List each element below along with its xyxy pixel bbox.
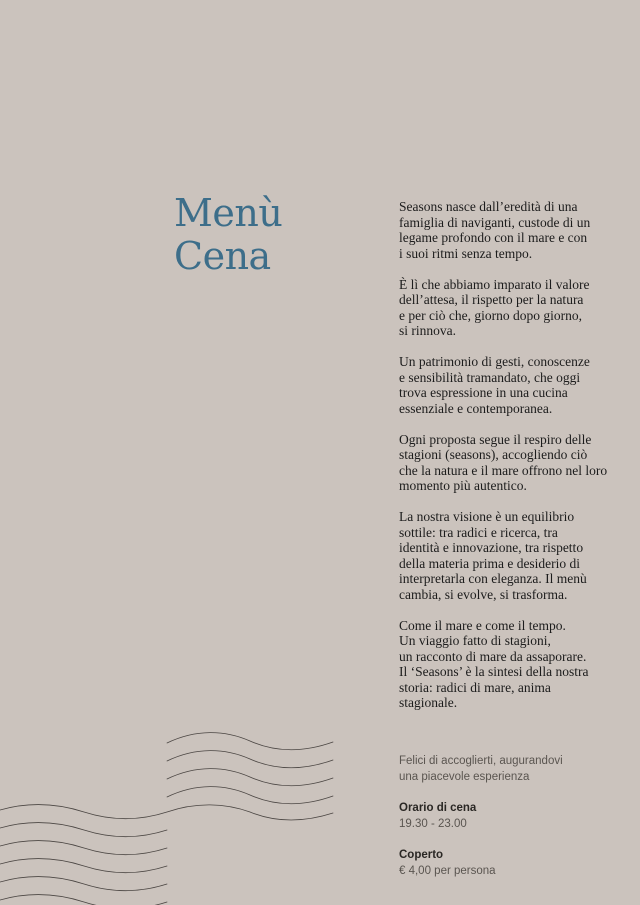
- wave-line: [0, 841, 167, 855]
- text-line: dell’attesa, il rispetto per la natura: [399, 292, 584, 307]
- text-line: interpretarla con eleganza. Il menù: [399, 571, 587, 586]
- welcome-text: [399, 754, 619, 785]
- wave-line: [0, 859, 167, 873]
- wave-line: [167, 733, 333, 750]
- text-line: Il ‘Seasons’ è la sintesi della nostra: [399, 664, 589, 679]
- dinner-hours: [399, 801, 619, 832]
- wave-line: [0, 877, 167, 891]
- intro-paragraph: [399, 354, 614, 416]
- hours-value: 19.30 - 23.00: [399, 817, 467, 830]
- text-line: sottile: tra radici e ricerca, tra: [399, 524, 558, 540]
- text-line: si rinnova.: [399, 323, 456, 338]
- cover-value: € 4,00 per persona: [399, 864, 496, 877]
- hours-label: Orario di cena: [399, 802, 477, 814]
- text-line: famiglia di naviganti, custode di un: [399, 214, 591, 230]
- cover-charge: [399, 848, 619, 879]
- text-line: i suoi ritmi senza tempo.: [399, 245, 533, 261]
- cover-label: Coperto: [399, 849, 444, 861]
- intro-paragraph: [399, 618, 614, 711]
- wave-line: [0, 895, 167, 905]
- text-line: legame profondo con il mare e con: [399, 230, 588, 245]
- wave-line: [167, 787, 333, 804]
- intro-paragraph: [399, 277, 614, 339]
- intro-paragraph: [399, 432, 614, 494]
- text-line: essenziale e contemporanea.: [399, 400, 553, 416]
- text-line: stagionale.: [399, 695, 458, 710]
- text-line: trova espressione in una cucina: [399, 385, 568, 400]
- page-title: [174, 192, 282, 278]
- title-line: Cena: [174, 234, 271, 278]
- text-line: della materia prima e desiderio di: [399, 555, 581, 571]
- text-line: cambia, si evolve, si trasforma.: [399, 586, 568, 602]
- title-line: Menù: [174, 191, 283, 235]
- text-line: una piacevole esperienza: [399, 770, 530, 783]
- text-line: Ogni proposta segue il respiro delle: [399, 431, 592, 447]
- intro-paragraph: [399, 509, 614, 602]
- text-line: momento più autentico.: [399, 478, 527, 493]
- wave-line: [167, 769, 333, 786]
- text-line: stagioni (seasons), accogliendo ciò: [399, 447, 588, 462]
- text-line: Come il mare e come il tempo.: [399, 617, 566, 633]
- text-line: È lì che abbiamo imparato il valore: [399, 276, 590, 292]
- text-line: e per ciò che, giorno dopo giorno,: [399, 307, 582, 323]
- text-line: Un viaggio fatto di stagioni,: [399, 633, 551, 648]
- wave-line: [167, 751, 333, 768]
- text-line: La nostra visione è un equilibrio: [399, 509, 575, 524]
- text-line: Felici di accoglierti, augurandovi: [399, 755, 563, 767]
- wave-line: [0, 805, 333, 820]
- text-line: identità e innovazione, tra rispetto: [399, 540, 584, 555]
- text-line: un racconto di mare da assaporare.: [399, 648, 587, 664]
- text-line: storia: radici di mare, anima: [399, 679, 551, 695]
- text-line: e sensibilità tramandato, che oggi: [399, 369, 581, 385]
- text-line: Un patrimonio di gesti, conoscenze: [399, 354, 590, 369]
- text-line: che la natura e il mare offrono nel loro: [399, 462, 608, 478]
- intro-text: [399, 199, 614, 726]
- text-line: Seasons nasce dall’eredità di una: [399, 199, 578, 214]
- wave-line: [0, 823, 167, 837]
- intro-paragraph: [399, 199, 614, 261]
